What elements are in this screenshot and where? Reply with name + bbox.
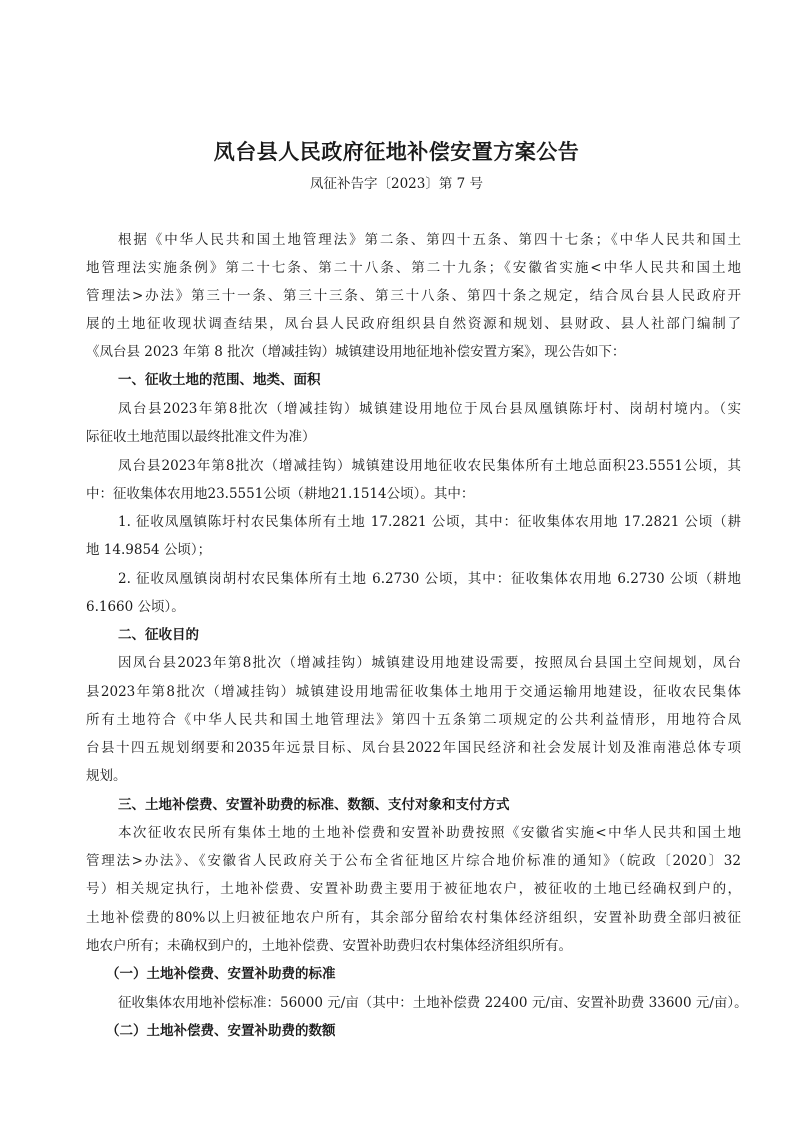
body-line: 地 14.9854 公顷）； <box>86 542 212 558</box>
body-line: 征收集体农用地补偿标准：56000 元/亩（其中：土地补偿费 22400 元/亩、安置补助费 33600 元/亩）。 <box>118 995 748 1011</box>
document-title: 凤台县人民政府征地补偿安置方案公告 <box>213 140 580 164</box>
subsection-heading-1: （一）土地补偿费、安置补助费的标准 <box>106 966 336 982</box>
body-line: 际征收土地范围以最终批准文件为准） <box>86 429 316 445</box>
body-line: 号）相关规定执行，土地补偿费、安置补助费主要用于被征地农户，被征收的土地已经确权到户的， <box>86 881 741 897</box>
subsection-heading-2: （二）土地补偿费、安置补助费的数额 <box>106 1023 336 1039</box>
body-line: 中：征收集体农用地23.5551公顷（耕地21.1514公顷）。其中： <box>86 486 475 502</box>
body-line: 《凤台县 2023 年第 8 批次（增减挂钩）城镇建设用地征地补偿安置方案》，现公告如下： <box>86 344 626 360</box>
body-line: 所有土地符合《中华人民共和国土地管理法》第四十五条第二项规定的公共利益情形，用地符合凤 <box>86 712 741 728</box>
body-line: 土地补偿费的80%以上归被征地农户所有，其余部分留给农村集体经济组织，安置补助费全部归被征 <box>86 910 741 926</box>
body-line: 地农户所有；未确权到户的，土地补偿费、安置补助费归农村集体经济组织所有。 <box>86 938 572 954</box>
body-line: 台县十四五规划纲要和2035年远景目标、凤台县2022年国民经济和社会发展计划及淮南港总体专项 <box>86 740 741 756</box>
section-heading-2: 二、征收目的 <box>118 627 199 643</box>
body-line: 本次征收农民所有集体土地的土地补偿费和安置补助费按照《安徽省实施<中华人民共和国土地 <box>118 825 741 841</box>
body-line: 凤台县2023年第8批次（增减挂钩）城镇建设用地征收农民集体所有土地总面积23.5551公顷，其 <box>118 458 741 474</box>
body-line: 1. 征收凤凰镇陈圩村农民集体所有土地 17.2821 公顷，其中：征收集体农用地 17.2821 公顷（耕 <box>118 514 741 530</box>
body-line: 规划。 <box>86 768 127 784</box>
body-line: 凤台县2023年第8批次（增减挂钩）城镇建设用地位于凤台县凤凰镇陈圩村、岗胡村境内。（实 <box>118 401 741 417</box>
body-line: 根据《中华人民共和国土地管理法》第二条、第四十五条、第四十七条；《中华人民共和国土 <box>118 232 741 248</box>
section-heading-1: 一、征收土地的范围、地类、面积 <box>118 372 321 388</box>
body-line: 管理法>办法》第三十一条、第三十三条、第三十八条、第四十条之规定，结合凤台县人民政府开 <box>86 288 741 304</box>
body-line: 地管理法实施条例》第二十七条、第二十八条、第二十九条；《安徽省实施<中华人民共和国土地 <box>86 260 741 276</box>
section-heading-3: 三、土地补偿费、安置补助费的标准、数额、支付对象和支付方式 <box>118 797 510 813</box>
body-line: 展的土地征收现状调查结果，凤台县人民政府组织县自然资源和规划、县财政、县人社部门编制了 <box>86 316 741 332</box>
body-line: 因凤台县2023年第8批次（增减挂钩）城镇建设用地建设需要，按照凤台县国土空间规划，凤台 <box>118 655 741 671</box>
body-line: 管理法>办法》、《安徽省人民政府关于公布全省征地区片综合地价标准的通知》（皖政〔2020〕32 <box>86 853 741 869</box>
document-number: 凤征补告字〔2023〕第 7 号 <box>309 176 484 192</box>
body-line: 6.1660 公顷）。 <box>86 599 185 615</box>
body-line: 县2023年第8批次（增减挂钩）城镇建设用地需征收集体土地用于交通运输用地建设，征收农民集体 <box>86 684 741 700</box>
body-line: 2. 征收凤凰镇岗胡村农民集体所有土地 6.2730 公顷，其中：征收集体农用地 6.2730 公顷（耕地 <box>118 571 741 587</box>
